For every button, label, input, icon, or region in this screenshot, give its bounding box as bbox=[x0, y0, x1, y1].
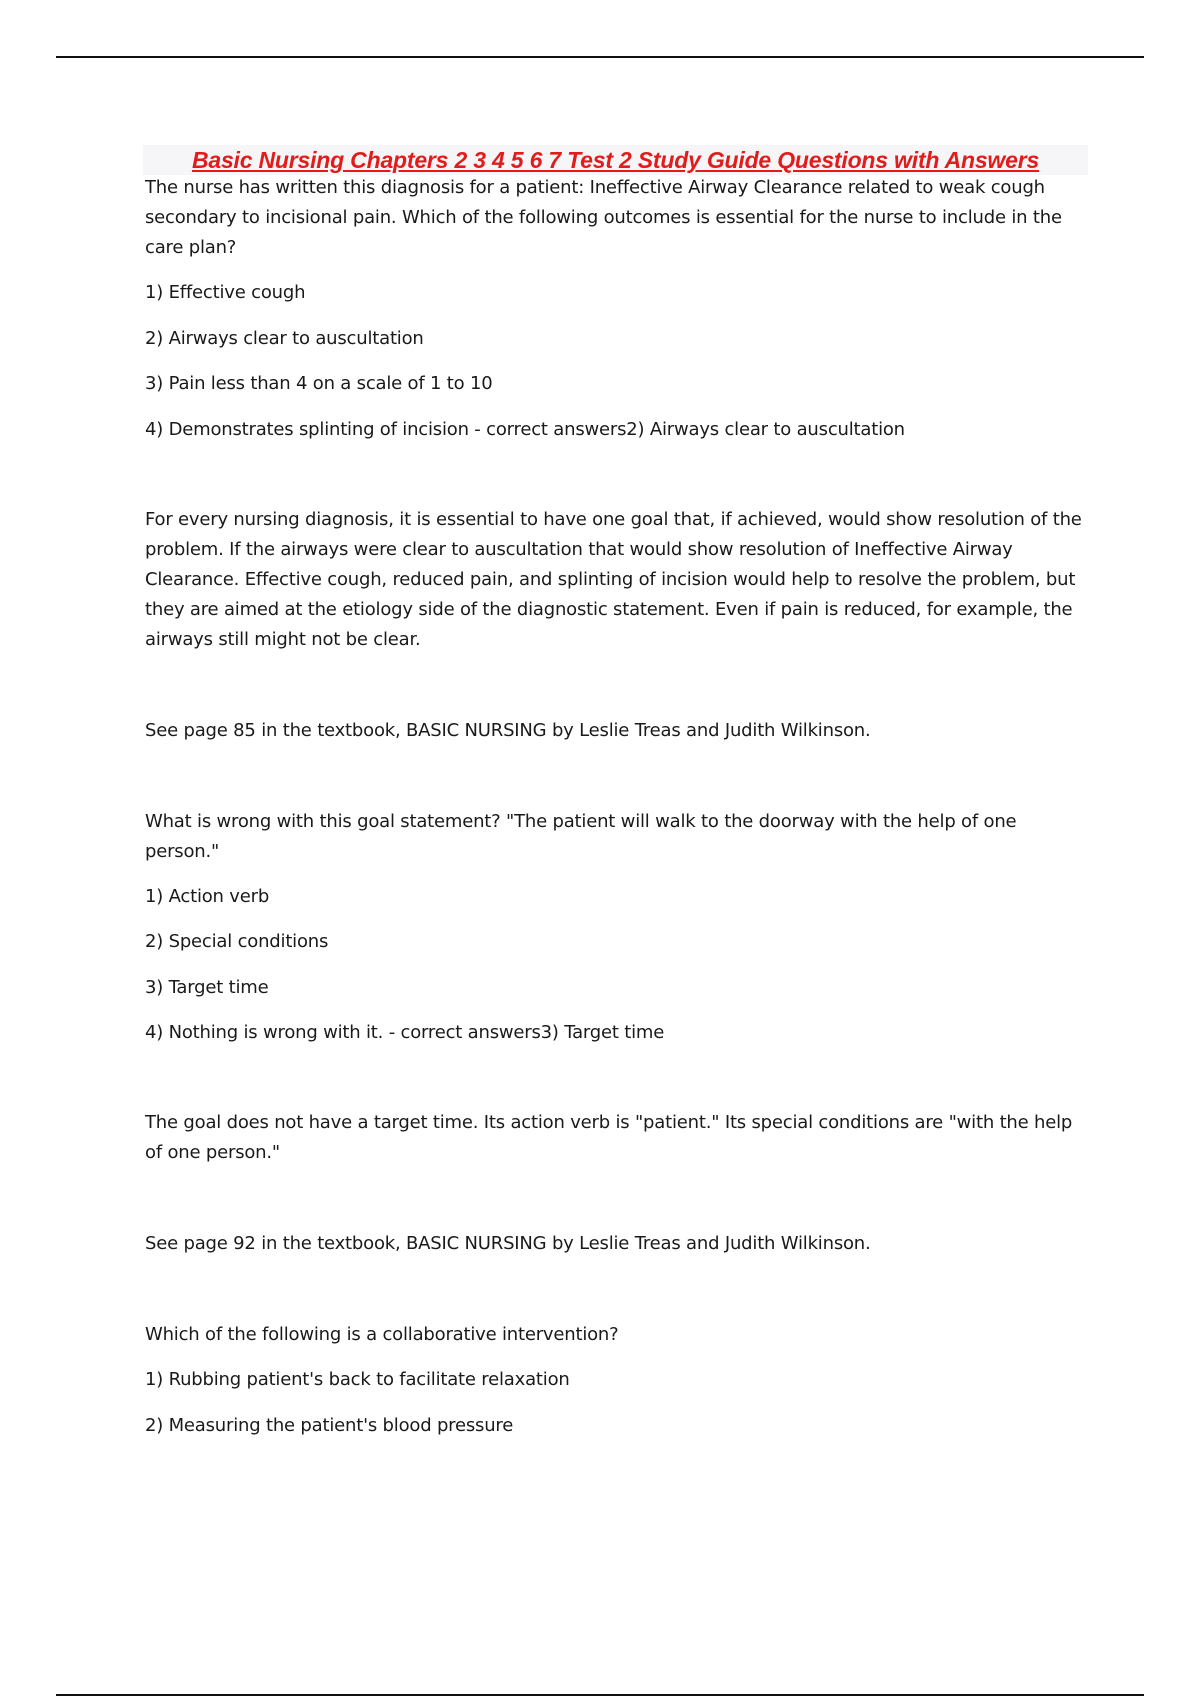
q2-rationale: The goal does not have a target time. Its action verb is "patient." Its special conditions are "with the help of one person." bbox=[145, 1112, 1073, 1163]
q1-option-3: 3) Pain less than 4 on a scale of 1 to 10 bbox=[145, 373, 493, 394]
bottom-rule bbox=[56, 1694, 1144, 1696]
q1-stem: The nurse has written this diagnosis for a patient: Ineffective Airway Clearance related to weak cough secondary to incisional pain. Which of the following outcomes is essential for the nurse to include in the care plan? bbox=[145, 177, 1062, 258]
q3-stem: Which of the following is a collaborative intervention? bbox=[145, 1324, 619, 1345]
q2-option-3: 3) Target time bbox=[145, 977, 269, 998]
q1-rationale: For every nursing diagnosis, it is essential to have one goal that, if achieved, would show resolution of the problem. If the airways were clear to auscultation that would show resolution of Ineffective Airway Clearance. Effective cough, reduced pain, and splinting of incision would help to resolve the problem, but they are aimed at the etiology side of the diagnostic statement. Even if pain is reduced, for example, the airways still might not be clear. bbox=[145, 509, 1082, 650]
title-banner bbox=[143, 145, 1088, 175]
q1-option-4: 4) Demonstrates splinting of incision - correct answers2) Airways clear to auscultation bbox=[145, 419, 905, 440]
q1-reference: See page 85 in the textbook, BASIC NURSING by Leslie Treas and Judith Wilkinson. bbox=[145, 720, 871, 741]
q2-option-1: 1) Action verb bbox=[145, 886, 270, 907]
q2-reference: See page 92 in the textbook, BASIC NURSING by Leslie Treas and Judith Wilkinson. bbox=[145, 1233, 871, 1254]
q3-option-2: 2) Measuring the patient's blood pressure bbox=[145, 1415, 514, 1436]
q2-stem: What is wrong with this goal statement? "The patient will walk to the doorway with the help of one person." bbox=[145, 811, 1017, 862]
document-body bbox=[145, 145, 1090, 1441]
top-rule bbox=[56, 56, 1144, 58]
q2-option-2: 2) Special conditions bbox=[145, 931, 329, 952]
q1-option-1: 1) Effective cough bbox=[145, 282, 306, 303]
q2-option-4: 4) Nothing is wrong with it. - correct answers3) Target time bbox=[145, 1022, 665, 1043]
q1-option-2: 2) Airways clear to auscultation bbox=[145, 328, 424, 349]
document-title: Basic Nursing Chapters 2 3 4 5 6 7 Test 2 Study Guide Questions with Answers bbox=[191, 147, 1040, 173]
q3-option-1: 1) Rubbing patient's back to facilitate relaxation bbox=[145, 1369, 570, 1390]
